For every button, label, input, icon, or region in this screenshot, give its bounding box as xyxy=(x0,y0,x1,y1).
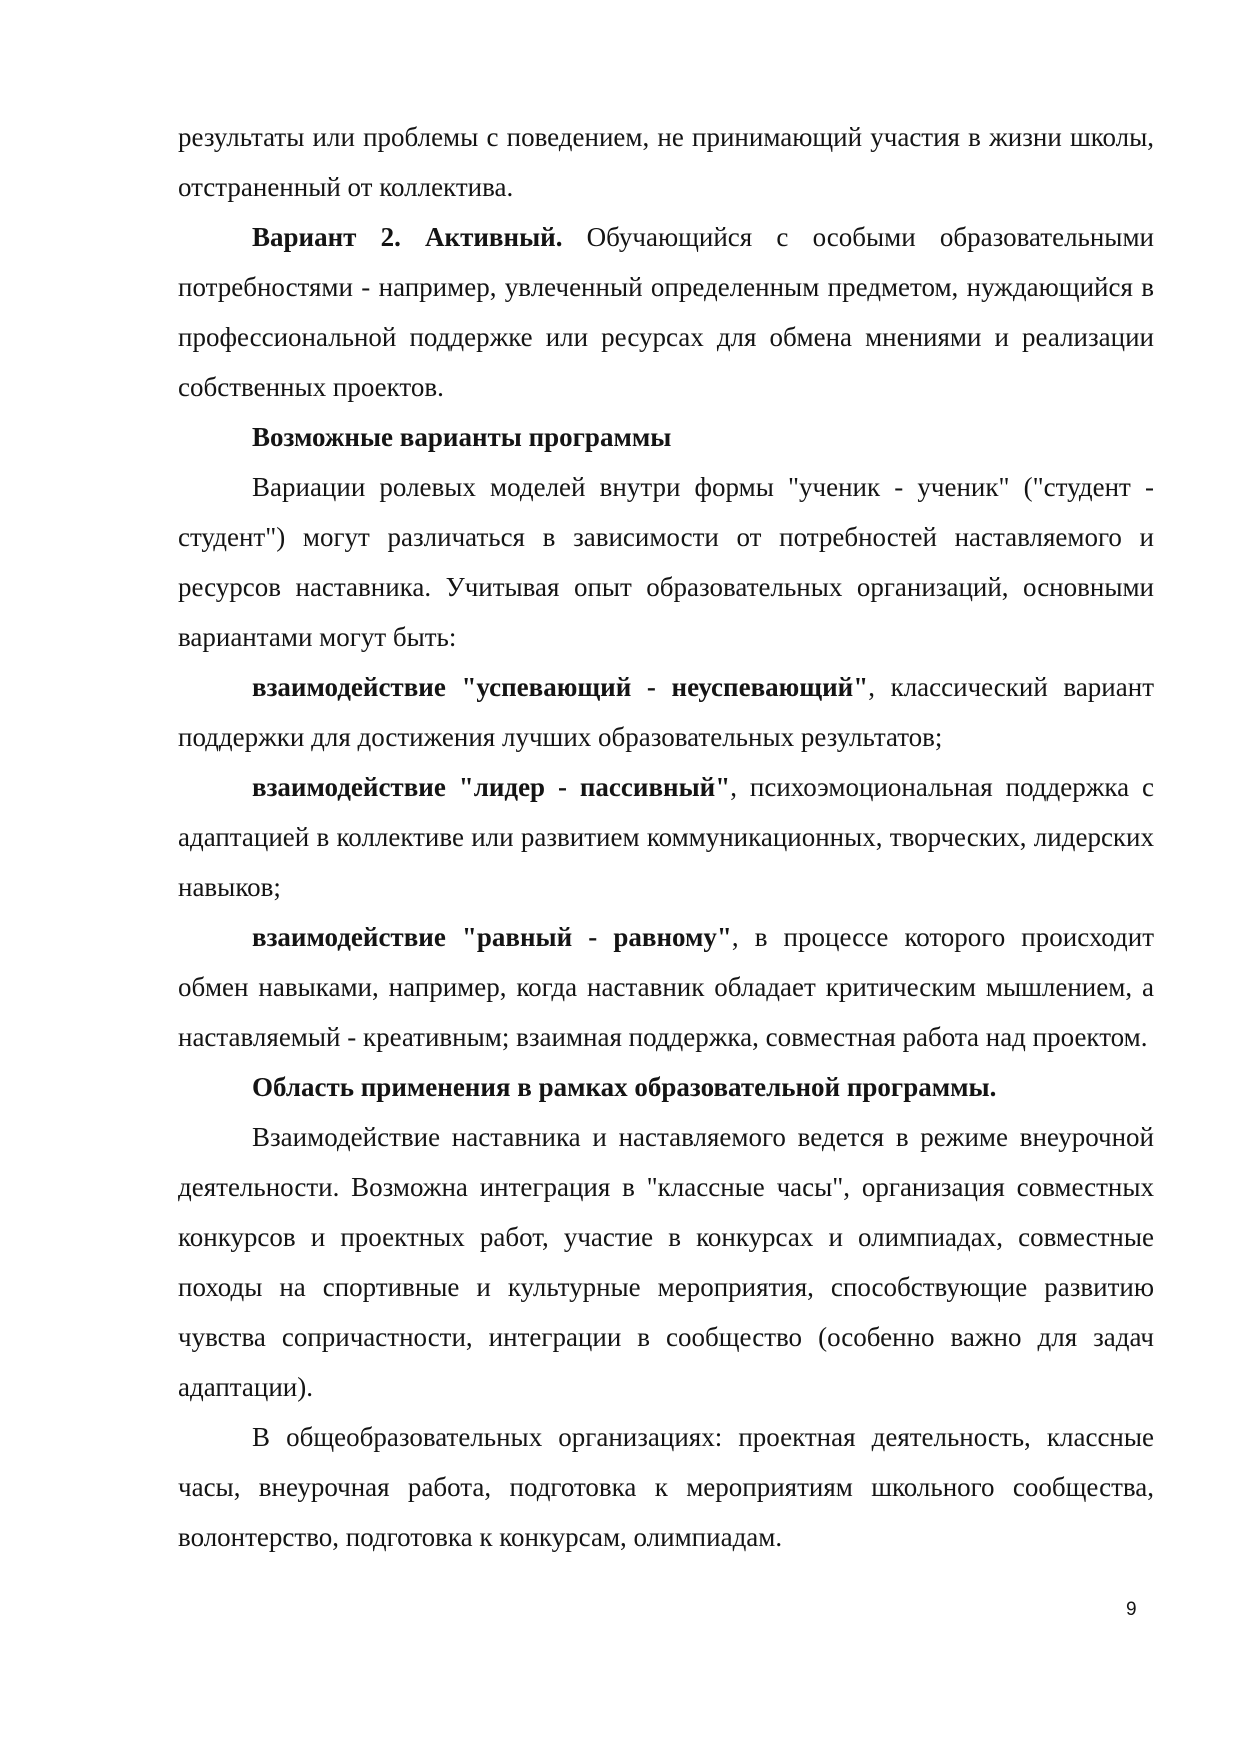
paragraph-general-education xyxy=(178,1412,1154,1562)
interaction-lead: взаимодействие "равный - равному" xyxy=(252,922,732,952)
variant-2-lead: Вариант 2. Активный. xyxy=(252,222,563,252)
paragraph-successful-unsuccessful xyxy=(178,662,1154,762)
paragraph-text: , классический вариант поддержки для достижения лучших образовательных результатов; xyxy=(178,672,1154,752)
section-heading-program-variants xyxy=(178,412,1154,462)
page-number: 9 xyxy=(1126,1599,1137,1620)
paragraph-variant-2 xyxy=(178,212,1154,412)
paragraph-text: Взаимодействие наставника и наставляемого ведется в режиме внеурочной деятельности. Возможна интеграция в "классные часы", организация совместных конкурсов и проектных работ, участие в конкурсах и олимпиадах, совместные походы на спортивные и культурные мероприятия, способствующие развитию чувства сопричастности, интеграции в сообщество (особенно важно для задач адаптации). xyxy=(178,1122,1154,1402)
paragraph-continuation xyxy=(178,112,1154,212)
paragraph-leader-passive xyxy=(178,762,1154,912)
paragraph-text: , в процессе которого происходит обмен навыками, например, когда наставник обладает критическим мышлением, а наставляемый - креативным; взаимная поддержка, совместная работа над проектом. xyxy=(178,922,1154,1052)
interaction-lead: взаимодействие "успевающий - неуспевающий" xyxy=(252,672,869,702)
paragraph-text: В общеобразовательных организациях: проектная деятельность, классные часы, внеурочная работа, подготовка к мероприятиям школьного сообщества, волонтерство, подготовка к конкурсам, олимпиадам. xyxy=(178,1422,1154,1552)
paragraph-role-model-variations xyxy=(178,462,1154,662)
paragraph-text: результаты или проблемы с поведением, не принимающий участия в жизни школы, отстраненный от коллектива. xyxy=(178,122,1154,202)
paragraph-equal-to-equal xyxy=(178,912,1154,1062)
paragraph-extracurricular xyxy=(178,1112,1154,1412)
interaction-lead: взаимодействие "лидер - пассивный" xyxy=(252,772,731,802)
section-heading-scope xyxy=(178,1062,1154,1112)
paragraph-text: Вариации ролевых моделей внутри формы "ученик - ученик" ("студент - студент") могут различаться в зависимости от потребностей наставляемого и ресурсов наставника. Учитывая опыт образовательных организаций, основными вариантами могут быть: xyxy=(178,472,1154,652)
heading-text: Возможные варианты программы xyxy=(252,422,672,452)
paragraph-text: Обучающийся с особыми образовательными потребностями - например, увлеченный определенным предметом, нуждающийся в профессиональной поддержке или ресурсах для обмена мнениями и реализации собственных проектов. xyxy=(178,222,1154,402)
document-body xyxy=(178,112,1154,1562)
paragraph-text: , психоэмоциональная поддержка с адаптацией в коллективе или развитием коммуникационных, творческих, лидерских навыков; xyxy=(178,772,1154,902)
heading-text: Область применения в рамках образовательной программы. xyxy=(252,1072,997,1102)
